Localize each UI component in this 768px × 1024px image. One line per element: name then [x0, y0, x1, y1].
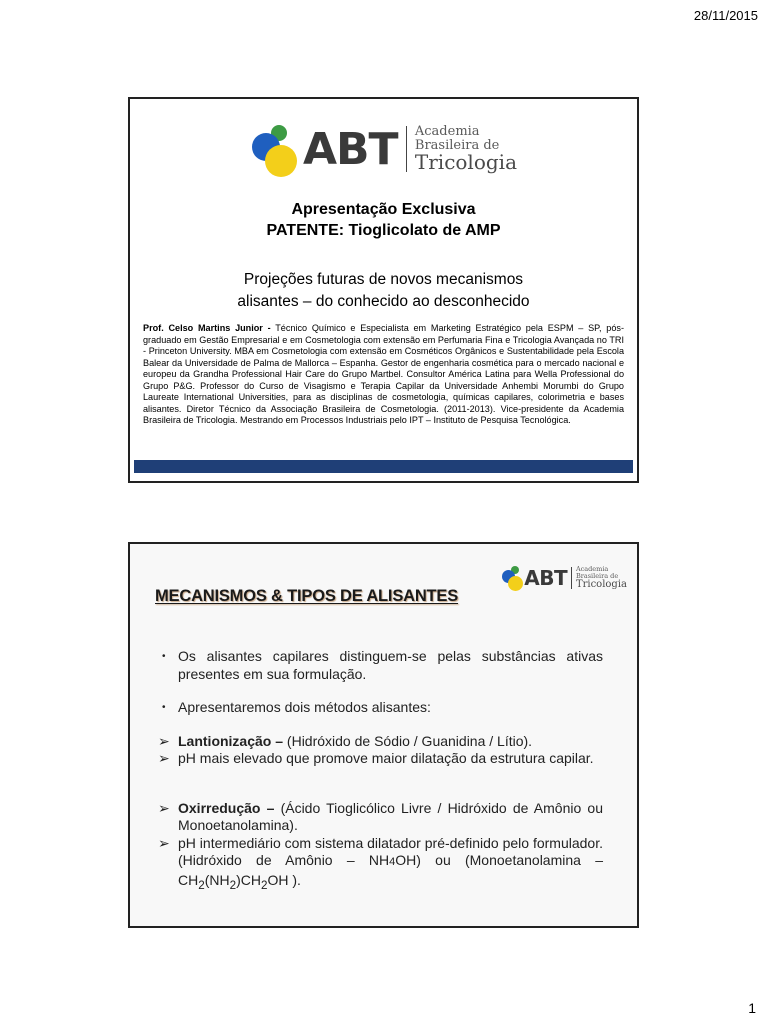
slide-body: [158, 648, 603, 894]
abt-logo-small: [502, 560, 627, 596]
slide-title: MECANISMOS & TIPOS DE ALISANTES: [155, 587, 459, 605]
logo-academy-name: Academia Brasileira de Tricologia: [575, 564, 627, 590]
speaker-bio: Prof. Celso Martins Junior - Técnico Químico e Especialista em Marketing Estratégico pela ESPM – SP, pós-graduado em Gestão Empresarial e em Cosmetologia com extensão em Perfumaria Fina e Tricologia Avançada no TRI - Princeton University. MBA em Cosmetologia com extensão em Cosméticos Orgânicos e Sustentabilidade pela Escola Balear da Universidade de Palma de Mallorca – Espanha. Gestor de engenharia cosmética para o mercado nacional e europeu da Grandha Professional Hair Care do Grupo Martbel. Consultor América Latina para Wella Professional do Grupo P&G. Professor do Curso de Visagismo e Terapia Capilar da Universidade Anhembi Morumbi do Grupo Laureate International Universities, para as disciplinas de cosmetologia, químicas capilares, colorimetria e bases alisantes. Diretor Técnico da Associação Brasileira de Cosmetologia. (2011-2013). Vice-presidente da Academia Brasileira de Tricologia. Mestrando em Processos Industriais pelo IPT – Instituto de Pesquisa Tecnológica.: [143, 323, 624, 425]
bullet-item: • Apresentaremos dois métodos alisantes:: [162, 699, 431, 715]
footer-bar: [134, 460, 633, 473]
logo-academy-name: Academia Brasileira de Tricologia: [414, 123, 517, 175]
arrow-item-lant-ph: ➢ pH mais elevado que promove maior dilatação da estrutura capilar.: [158, 750, 594, 766]
arrow-item-oxi-ph: ➢ pH intermediário com sistema dilatador pré-definido pelo formulador. (Hidróxido de Amônio – NH4OH) ou (Monoetanolamina – $CH_2(NH_2)CH_2OH$ ).: [158, 834, 603, 892]
speaker-name: Prof. Celso Martins Junior -: [143, 323, 271, 333]
page-number: 1: [748, 1000, 756, 1016]
bullet-item: • Os alisantes capilares distinguem-se pelas substâncias ativas presentes em sua formulação.: [162, 648, 603, 682]
slide-2: [128, 542, 639, 928]
logo-abbr: ABT: [524, 566, 568, 590]
logo-dots-icon: [502, 564, 520, 592]
arrow-bullet-icon: ➢: [158, 834, 170, 851]
arrow-bullet-icon: ➢: [158, 750, 170, 766]
abt-logo: [252, 113, 517, 185]
date-stamp: 28/11/2015: [693, 8, 758, 23]
logo-dots-icon: [252, 119, 295, 179]
slide-1: [128, 97, 639, 483]
arrow-item-oxirreducao: ➢ Oxirredução – (Ácido Tioglicólico Livre / Hidróxido de Amônio ou Monoetanolamina).: [158, 799, 603, 833]
presentation-title: Apresentação Exclusiva PATENTE: Tioglicolato de AMP: [266, 201, 501, 239]
arrow-item-lantionizacao: ➢ Lantionização – (Hidróxido de Sódio / Guanidina / Lítio).: [158, 732, 533, 749]
arrow-bullet-icon: ➢: [158, 799, 170, 816]
presentation-subtitle: Projeções futuras de novos mecanismos alisantes – do conhecido ao desconhecido: [237, 271, 530, 310]
logo-separator: [406, 126, 407, 172]
arrow-bullet-icon: ➢: [158, 732, 170, 749]
logo-abbr: ABT: [302, 123, 398, 175]
bullet-icon: •: [162, 702, 166, 713]
logo-separator: [571, 567, 572, 589]
bullet-icon: •: [162, 651, 166, 662]
